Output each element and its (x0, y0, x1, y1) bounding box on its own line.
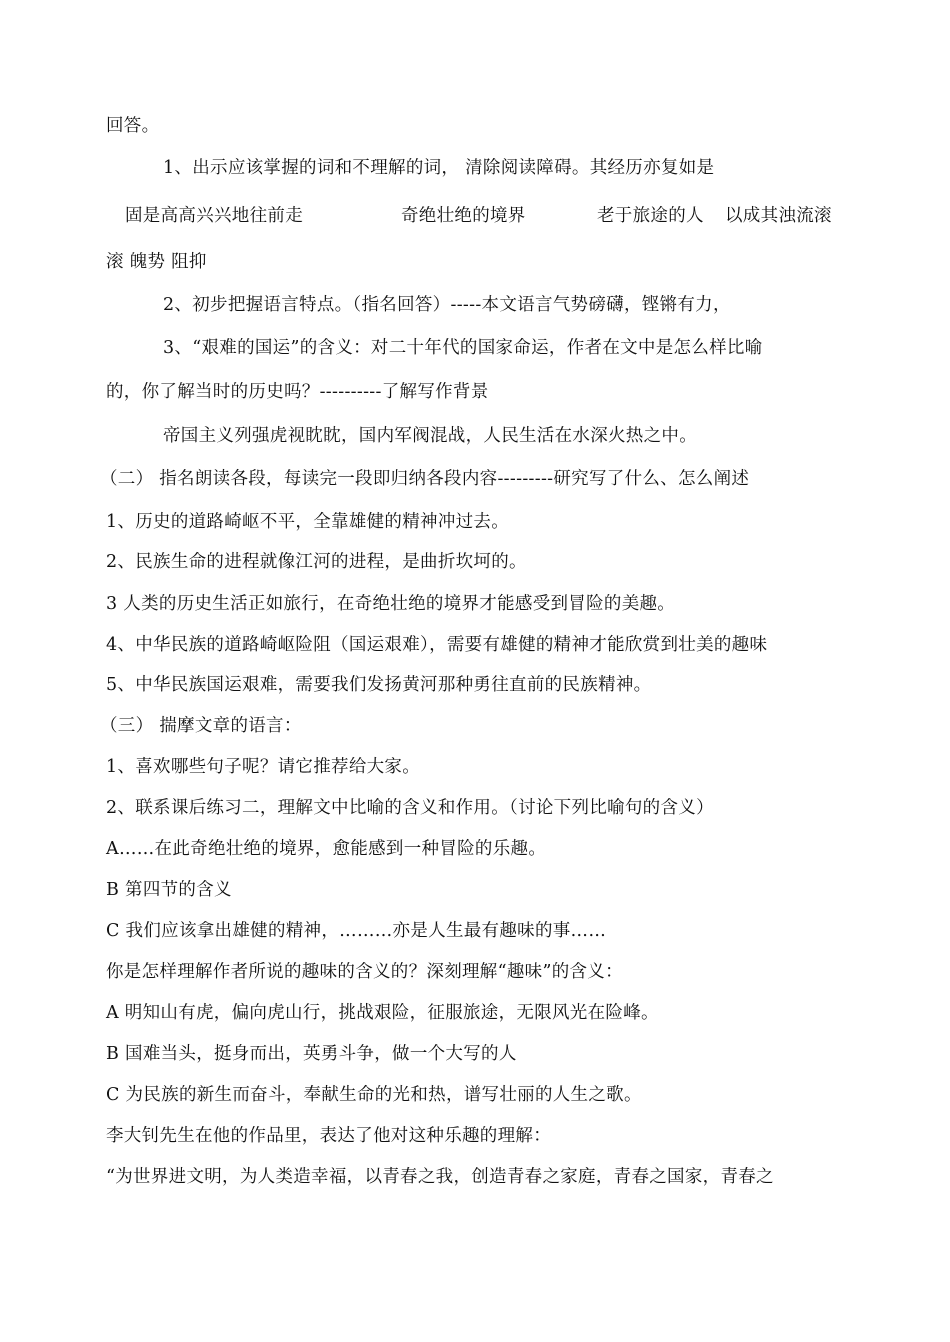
text-line: 你是怎样理解作者所说的趣味的含义的？深刻理解“趣味”的含义： (106, 962, 623, 982)
text-line: 3、“艰难的国运”的含义：对二十年代的国家命运，作者在文中是怎么样比喻 (163, 338, 763, 358)
list-item: 4、中华民族的道路崎岖险阻（国运艰难），需要有雄健的精神才能欣赏到壮美的趣味 (106, 635, 768, 655)
list-item: B 第四节的含义 (106, 880, 232, 900)
list-item: 2、联系课后练习二，理解文中比喻的含义和作用。（讨论下列比喻句的含义） (106, 798, 714, 818)
list-item: A 明知山有虎，偏向虎山行，挑战艰险，征服旅途，无限风光在险峰。 (106, 1003, 659, 1023)
vocab-phrase: 固是高高兴兴地往前走 (125, 206, 303, 226)
quote-line: “为世界进文明，为人类造幸福，以青春之我，创造青春之家庭，青春之国家，青春之 (106, 1167, 774, 1187)
vocab-phrase: 奇绝壮绝的境界 (401, 206, 526, 226)
section-heading-3: （三） 揣摩文章的语言： (100, 716, 302, 736)
text-line: 李大钊先生在他的作品里，表达了他对这种乐趣的理解： (106, 1126, 551, 1146)
list-item: 1、喜欢哪些句子呢？请它推荐给大家。 (106, 757, 421, 777)
list-item: B 国难当头，挺身而出，英勇斗争，做一个大写的人 (106, 1044, 517, 1064)
list-item: 1、历史的道路崎岖不平，全靠雄健的精神冲过去。 (106, 512, 510, 532)
section-heading-2: （二） 指名朗读各段，每读完一段即归纳各段内容---------研究写了什么、怎么阐述 (100, 469, 750, 489)
list-item: 5、中华民族国运艰难，需要我们发扬黄河那种勇往直前的民族精神。 (106, 675, 652, 695)
vocab-phrase: 老于旅途的人 (597, 206, 704, 226)
text-line: 帝国主义列强虎视眈眈，国内军阀混战，人民生活在水深火热之中。 (163, 426, 697, 446)
text-line: 2、初步把握语言特点。（指名回答）-----本文语言气势磅礴，铿锵有力， (163, 295, 731, 315)
text-line: 滚 魄势 阻抑 (106, 252, 207, 272)
list-item: 2、民族生命的进程就像江河的进程，是曲折坎坷的。 (106, 552, 527, 572)
text-line: 的，你了解当时的历史吗？----------了解写作背景 (106, 382, 489, 402)
list-item: C 我们应该拿出雄健的精神，………亦是人生最有趣味的事…… (106, 921, 607, 941)
text-line: 回答。 (106, 116, 160, 136)
list-item: A……在此奇绝壮绝的境界，愈能感到一种冒险的乐趣。 (106, 839, 547, 859)
list-item: 3 人类的历史生活正如旅行，在奇绝壮绝的境界才能感受到冒险的美趣。 (106, 594, 676, 614)
vocab-phrase: 以成其浊流滚 (725, 206, 832, 226)
text-line: 1、出示应该掌握的词和不理解的词， 清除阅读障碍。其经历亦复如是 (163, 158, 715, 178)
list-item: C 为民族的新生而奋斗，奉献生命的光和热，谱写壮丽的人生之歌。 (106, 1085, 642, 1105)
